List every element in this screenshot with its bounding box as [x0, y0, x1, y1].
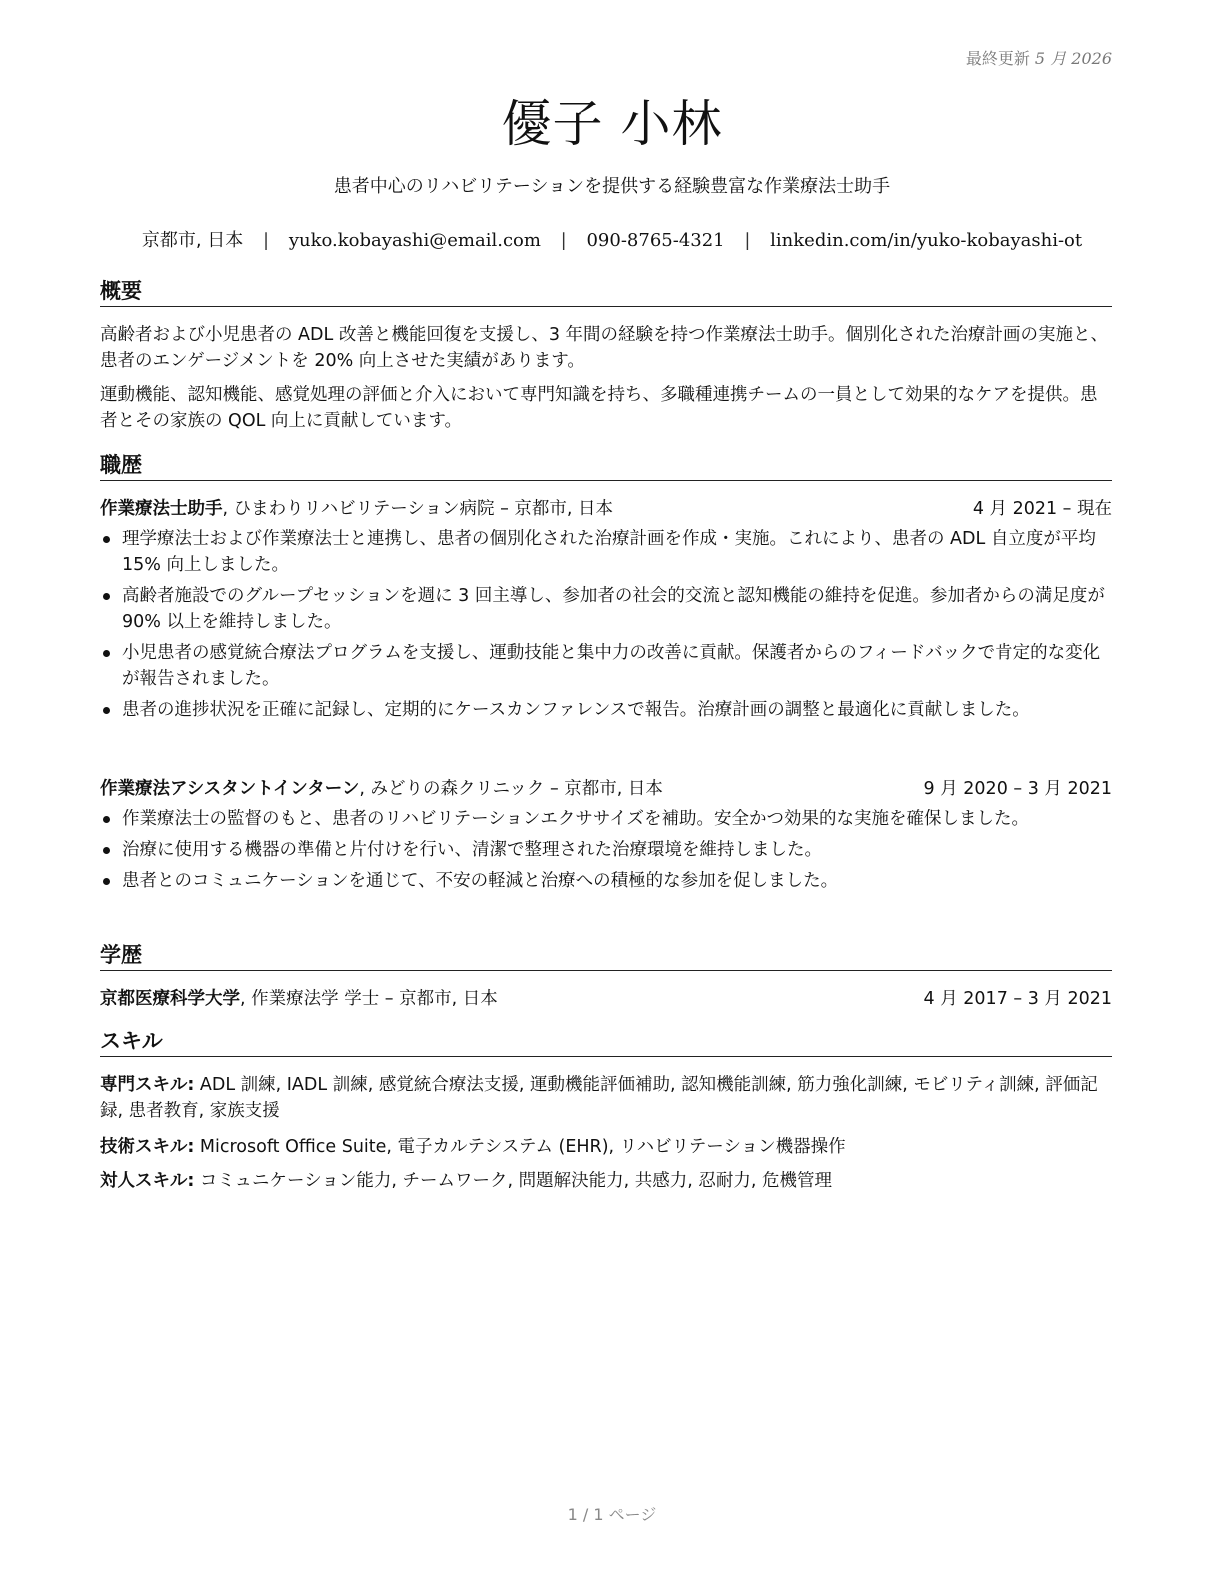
list-item: 作業療法士の監督のもと、患者のリハビリテーションエクササイズを補助。安全かつ効果的な実施を確保しました。 [100, 806, 1112, 832]
job-header [100, 776, 1112, 802]
education-line [100, 986, 498, 1012]
skill-label: 技術スキル: [100, 1137, 195, 1157]
job-dates: 9 月 2020 – 3 月 2021 [923, 779, 1112, 799]
job-role: 作業療法アシスタントインターン [100, 779, 360, 799]
education-entry [100, 986, 1112, 1012]
skill-value: ADL 訓練, IADL 訓練, 感覚統合療法支援, 運動機能評価補助, 認知機能訓練, 筋力強化訓練, モビリティ訓練, 評価記録, 患者教育, 家族支援 [100, 1075, 1098, 1121]
summary-paragraph: 高齢者および小児患者の ADL 改善と機能回復を支援し、3 年間の経験を持つ作業療法士助手。個別化された治療計画の実施と、患者のエンゲージメントを 20% 向上させた実績があります。 [100, 325, 1109, 371]
job-dates: 4 月 2021 – 現在 [972, 499, 1112, 519]
section-title-experience: 職歴 [100, 452, 1112, 481]
list-item: 高齢者施設でのグループセッションを週に 3 回主導し、参加者の社会的交流と認知機能の維持を促進。参加者からの満足度が 90% 以上を維持しました。 [100, 583, 1112, 635]
job-role: 作業療法士助手 [100, 499, 223, 519]
degree: , 作業療法学 学士 – 京都市, 日本 [240, 989, 498, 1009]
contact-email[interactable]: yuko.kobayashi@email.com [288, 230, 541, 251]
job-title-line [100, 496, 613, 522]
contact-linkedin[interactable]: linkedin.com/in/yuko-kobayashi-ot [770, 230, 1083, 251]
tagline: 患者中心のリハビリテーションを提供する経験豊富な作業療法士助手 [333, 176, 891, 197]
skill-line [100, 1072, 1112, 1124]
section-title-summary: 概要 [100, 278, 1112, 307]
list-item: 患者とのコミュニケーションを通じて、不安の軽減と治療への積極的な参加を促しました。 [100, 868, 1112, 894]
summary-paragraph: 運動機能、認知機能、感覚処理の評価と介入において専門知識を持ち、多職種連携チームの一員として効果的なケアを提供。患者とその家族の QOL 向上に貢献しています。 [100, 385, 1098, 431]
job-title-line [100, 776, 663, 802]
job-bullets [100, 526, 1112, 728]
job-org: , ひまわりリハビリテーション病院 – 京都市, 日本 [222, 499, 614, 519]
list-item: 患者の進捗状況を正確に記録し、定期的にケースカンファレンスで報告。治療計画の調整と最適化に貢献しました。 [100, 697, 1112, 723]
last-updated-date: 5 月 2026 [1034, 49, 1112, 68]
skill-line [100, 1168, 1112, 1194]
skill-label: 専門スキル: [100, 1075, 195, 1095]
contact-location: 京都市, 日本 [141, 230, 244, 251]
contact-line [0, 226, 1224, 252]
page-number: 1 / 1 ページ [567, 1505, 657, 1524]
list-item: 理学療法士および作業療法士と連携し、患者の個別化された治療計画を作成・実施。これにより、患者の ADL 自立度が平均 15% 向上しました。 [100, 526, 1112, 578]
school-name: 京都医療科学大学 [100, 989, 240, 1009]
job-header [100, 496, 1112, 522]
contact-separator: | [560, 230, 567, 251]
skill-value: Microsoft Office Suite, 電子カルテシステム (EHR), リハビリテーション機器操作 [194, 1137, 846, 1157]
skill-value: コミュニケーション能力, チームワーク, 問題解決能力, 共感力, 忍耐力, 危機管理 [194, 1171, 832, 1191]
skill-line [100, 1134, 1112, 1160]
job-bullets [100, 806, 1112, 899]
education-dates: 4 月 2017 – 3 月 2021 [923, 989, 1112, 1009]
contact-separator: | [744, 230, 751, 251]
applicant-name: 優子 小林 [501, 95, 723, 153]
section-title-skills: スキル [100, 1028, 1112, 1057]
last-updated [966, 46, 1112, 69]
list-item: 治療に使用する機器の準備と片付けを行い、清潔で整理された治療環境を維持しました。 [100, 837, 1112, 863]
section-title-education: 学歴 [100, 942, 1112, 971]
contact-phone[interactable]: 090-8765-4321 [586, 230, 725, 251]
job-org: , みどりの森クリニック – 京都市, 日本 [359, 779, 663, 799]
skill-label: 対人スキル: [100, 1171, 195, 1191]
contact-separator: | [263, 230, 270, 251]
last-updated-label: 最終更新 [965, 49, 1030, 68]
list-item: 小児患者の感覚統合療法プログラムを支援し、運動技能と集中力の改善に貢献。保護者からのフィードバックで肯定的な変化が報告されました。 [100, 640, 1112, 692]
